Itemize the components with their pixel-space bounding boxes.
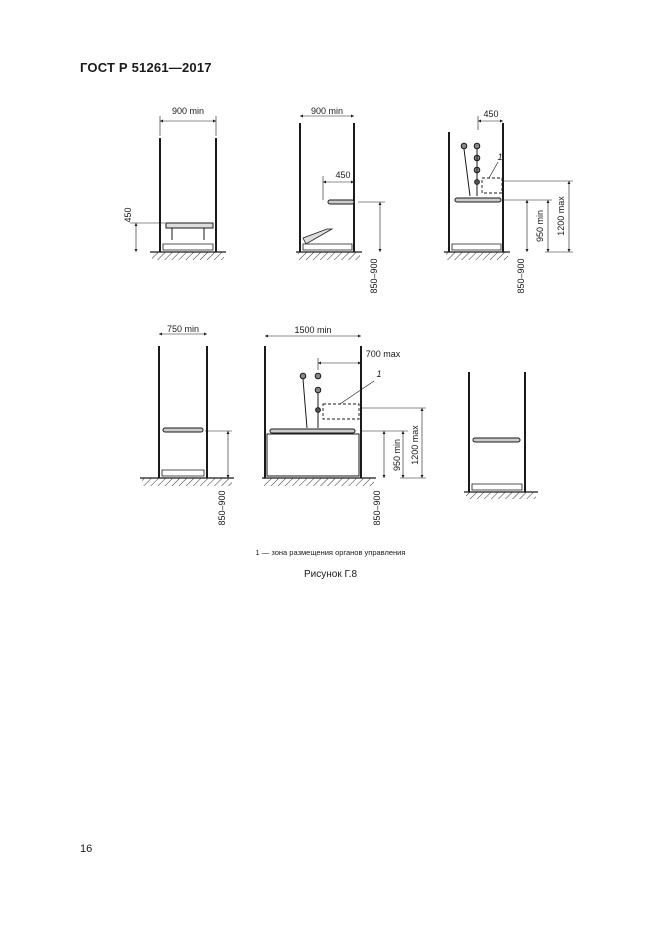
dim-d1-width: 900 min xyxy=(171,106,205,116)
dim-d4-height: 850–900 xyxy=(217,490,227,526)
dim-d3-h-max: 1200 max xyxy=(556,196,566,236)
dim-d2-rail-offset: 450 xyxy=(335,170,351,180)
dim-d5-offset: 700 max xyxy=(365,349,401,359)
dim-d5-width: 1500 min xyxy=(294,325,332,335)
dim-d5-height: 850–900 xyxy=(372,490,382,526)
dim-d1-seat-height: 450 xyxy=(123,207,133,223)
diagram-shower-controls xyxy=(444,116,573,260)
callout-d5: 1 xyxy=(376,369,382,379)
dim-d2-width: 900 min xyxy=(310,106,344,116)
dim-d3-width: 450 xyxy=(483,109,499,119)
figure-caption: Рисунок Г.8 xyxy=(303,569,358,580)
dim-d4-width: 750 min xyxy=(166,324,200,334)
dim-d5-h-min: 950 min xyxy=(392,438,402,472)
callout-d3: 1 xyxy=(497,152,503,162)
dim-d3-h-min: 950 min xyxy=(535,209,545,243)
page-number: 16 xyxy=(80,843,93,855)
dim-d3-height: 850–900 xyxy=(516,258,526,294)
figure-note: 1 — зона размещения органов управления xyxy=(255,548,406,557)
diagram-shower-rail xyxy=(296,116,385,260)
document-id: ГОСТ Р 51261—2017 xyxy=(80,60,212,75)
diagram-stall-rail xyxy=(140,334,234,486)
diagram-shower-seat xyxy=(130,116,226,260)
dim-d5-h-max: 1200 max xyxy=(410,425,420,465)
diagram-stall-plain xyxy=(464,372,538,499)
dim-d2-height: 850–900 xyxy=(369,258,379,294)
